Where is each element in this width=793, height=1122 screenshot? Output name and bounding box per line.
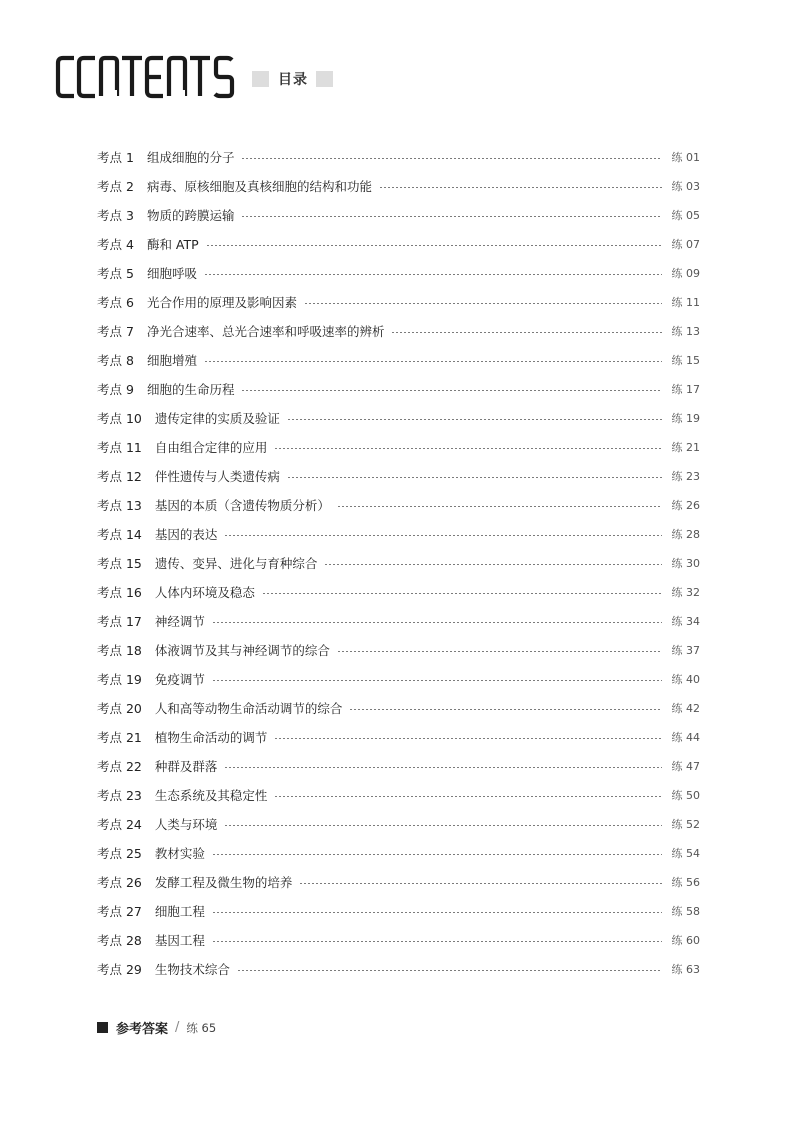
toc-item-page: 练 13 — [671, 324, 700, 338]
toc-item-page: 练 21 — [671, 440, 700, 454]
toc-item-page: 练 15 — [671, 353, 700, 367]
toc-item-page: 练 19 — [671, 411, 700, 425]
answer-separator: / — [175, 1020, 180, 1035]
toc-item-page: 练 58 — [671, 904, 700, 918]
toc-item-title: 细胞增殖 — [146, 352, 197, 368]
answer-entry[interactable] — [97, 1018, 216, 1037]
toc-item-page: 练 23 — [671, 469, 700, 483]
toc-item-label: 考点 26 — [97, 874, 142, 890]
toc-item[interactable] — [97, 548, 700, 577]
toc-item-title: 遗传、变异、进化与育种综合 — [154, 555, 318, 571]
toc-item-title: 酶和 ATP — [146, 236, 199, 252]
toc-item[interactable] — [97, 722, 700, 751]
toc-leader-dots — [287, 477, 662, 478]
toc-leader-dots — [379, 187, 662, 188]
toc-item-label: 考点 4 — [97, 236, 134, 252]
toc-item[interactable] — [97, 925, 700, 954]
toc-item-title: 自由组合定律的应用 — [154, 439, 268, 455]
toc-item-title: 净光合速率、总光合速率和呼吸速率的辨析 — [146, 323, 385, 339]
toc-item-label: 考点 22 — [97, 758, 142, 774]
toc-item-page: 练 11 — [671, 295, 700, 309]
toc-leader-dots — [287, 419, 662, 420]
toc-item-page: 练 56 — [671, 875, 700, 889]
toc-item-title: 种群及群落 — [154, 758, 218, 774]
toc-item-label: 考点 5 — [97, 265, 134, 281]
toc-item[interactable] — [97, 606, 700, 635]
toc-item[interactable] — [97, 258, 700, 287]
toc-leader-dots — [241, 390, 662, 391]
toc-leader-dots — [391, 332, 662, 333]
toc-item[interactable] — [97, 954, 700, 983]
toc-item-page: 练 28 — [671, 527, 700, 541]
toc-item[interactable] — [97, 693, 700, 722]
toc-leader-dots — [337, 651, 662, 652]
contents-header — [55, 52, 355, 102]
toc-item[interactable] — [97, 142, 700, 171]
toc-item-page: 练 60 — [671, 933, 700, 947]
toc-item-page: 练 03 — [671, 179, 700, 193]
toc-leader-dots — [212, 854, 662, 855]
toc-item-label: 考点 10 — [97, 410, 142, 426]
toc-item-title: 生物技术综合 — [154, 961, 230, 977]
toc-item-title: 教材实验 — [154, 845, 205, 861]
toc-item-page: 练 47 — [671, 759, 700, 773]
toc-item-label: 考点 24 — [97, 816, 142, 832]
toc-leader-dots — [274, 796, 662, 797]
toc-item[interactable] — [97, 432, 700, 461]
toc-item-label: 考点 9 — [97, 381, 134, 397]
toc-item-title: 植物生命活动的调节 — [154, 729, 268, 745]
toc-leader-dots — [206, 245, 662, 246]
toc-item-page: 练 50 — [671, 788, 700, 802]
toc-item-label: 考点 16 — [97, 584, 142, 600]
toc-item-label: 考点 27 — [97, 903, 142, 919]
toc-leader-dots — [212, 912, 662, 913]
toc-item-title: 体液调节及其与神经调节的综合 — [154, 642, 330, 658]
toc-item[interactable] — [97, 780, 700, 809]
toc-item-label: 考点 12 — [97, 468, 142, 484]
toc-item-label: 考点 3 — [97, 207, 134, 223]
toc-item-label: 考点 13 — [97, 497, 142, 513]
toc-item-page: 练 05 — [671, 208, 700, 222]
toc-leader-dots — [204, 274, 662, 275]
toc-item-page: 练 26 — [671, 498, 700, 512]
toc-leader-dots — [337, 506, 662, 507]
toc-item-title: 细胞呼吸 — [146, 265, 197, 281]
toc-item-page: 练 01 — [671, 150, 700, 164]
toc-item-page: 练 30 — [671, 556, 700, 570]
header-decor-block-right — [316, 71, 333, 87]
answer-page: 练 65 — [186, 1020, 217, 1035]
contents-logo — [55, 52, 255, 102]
toc-item-label: 考点 2 — [97, 178, 134, 194]
toc-item[interactable] — [97, 838, 700, 867]
toc-item[interactable] — [97, 287, 700, 316]
toc-item[interactable] — [97, 171, 700, 200]
toc-item-label: 考点 23 — [97, 787, 142, 803]
toc-item-label: 考点 18 — [97, 642, 142, 658]
toc-leader-dots — [224, 535, 662, 536]
toc-item[interactable] — [97, 867, 700, 896]
toc-item-label: 考点 17 — [97, 613, 142, 629]
toc-leader-dots — [204, 361, 662, 362]
toc-item-title: 人类与环境 — [154, 816, 218, 832]
toc-leader-dots — [262, 593, 662, 594]
toc-item-page: 练 09 — [671, 266, 700, 280]
toc-item[interactable] — [97, 229, 700, 258]
toc-item-title: 神经调节 — [154, 613, 205, 629]
toc-item-label: 考点 20 — [97, 700, 142, 716]
toc-item[interactable] — [97, 577, 700, 606]
toc-item[interactable] — [97, 200, 700, 229]
toc-item[interactable] — [97, 635, 700, 664]
toc-leader-dots — [304, 303, 662, 304]
toc-item-title: 人和高等动物生命活动调节的综合 — [154, 700, 343, 716]
toc-item-title: 基因工程 — [154, 932, 205, 948]
toc-item-label: 考点 6 — [97, 294, 134, 310]
toc-item-title: 基因的表达 — [154, 526, 218, 542]
toc-item-page: 练 37 — [671, 643, 700, 657]
toc-item-page: 练 44 — [671, 730, 700, 744]
toc-item[interactable] — [97, 345, 700, 374]
toc-leader-dots — [237, 970, 662, 971]
toc-item-page: 练 42 — [671, 701, 700, 715]
toc-item[interactable] — [97, 374, 700, 403]
toc-item-label: 考点 19 — [97, 671, 142, 687]
toc-item-title: 组成细胞的分子 — [146, 149, 235, 165]
toc-item-page: 练 32 — [671, 585, 700, 599]
contents-subtitle: 目录 — [278, 72, 308, 88]
toc-leader-dots — [212, 941, 662, 942]
toc-item-label: 考点 15 — [97, 555, 142, 571]
toc-item-label: 考点 29 — [97, 961, 142, 977]
toc-item-page: 练 07 — [671, 237, 700, 251]
toc-item-label: 考点 21 — [97, 729, 142, 745]
toc-item-title: 发酵工程及微生物的培养 — [154, 874, 293, 890]
toc-item-page: 练 34 — [671, 614, 700, 628]
toc-item-page: 练 40 — [671, 672, 700, 686]
toc-item-page: 练 63 — [671, 962, 700, 976]
toc-item[interactable] — [97, 809, 700, 838]
toc-item-label: 考点 28 — [97, 932, 142, 948]
toc-item[interactable] — [97, 316, 700, 345]
toc-item[interactable] — [97, 751, 700, 780]
toc-item-label: 考点 7 — [97, 323, 134, 339]
toc-item[interactable] — [97, 519, 700, 548]
toc-leader-dots — [274, 448, 662, 449]
toc-leader-dots — [349, 709, 662, 710]
toc-item-title: 伴性遗传与人类遗传病 — [154, 468, 280, 484]
toc-item-label: 考点 14 — [97, 526, 142, 542]
toc-leader-dots — [224, 825, 662, 826]
toc-item[interactable] — [97, 461, 700, 490]
toc-item[interactable] — [97, 490, 700, 519]
toc-item[interactable] — [97, 403, 700, 432]
toc-item-label: 考点 11 — [97, 439, 142, 455]
toc-leader-dots — [241, 158, 662, 159]
toc-item-title: 光合作用的原理及影响因素 — [146, 294, 297, 310]
toc-item[interactable] — [97, 896, 700, 925]
toc-item-title: 免疫调节 — [154, 671, 205, 687]
toc-leader-dots — [324, 564, 662, 565]
toc-leader-dots — [299, 883, 662, 884]
toc-item-title: 细胞的生命历程 — [146, 381, 235, 397]
toc-item-title: 细胞工程 — [154, 903, 205, 919]
toc-item-label: 考点 8 — [97, 352, 134, 368]
toc-item-page: 练 52 — [671, 817, 700, 831]
table-of-contents — [97, 142, 700, 983]
toc-item-title: 病毒、原核细胞及真核细胞的结构和功能 — [146, 178, 372, 194]
toc-item-label: 考点 1 — [97, 149, 134, 165]
toc-item-title: 人体内环境及稳态 — [154, 584, 255, 600]
square-bullet-icon — [97, 1022, 108, 1033]
toc-item-title: 生态系统及其稳定性 — [154, 787, 268, 803]
toc-item-page: 练 54 — [671, 846, 700, 860]
toc-item-title: 物质的跨膜运输 — [146, 207, 235, 223]
answer-title: 参考答案 — [116, 1022, 169, 1037]
toc-leader-dots — [274, 738, 662, 739]
toc-item-title: 基因的本质（含遗传物质分析） — [154, 497, 330, 513]
toc-leader-dots — [212, 622, 662, 623]
toc-item-title: 遗传定律的实质及验证 — [154, 410, 280, 426]
toc-item-page: 练 17 — [671, 382, 700, 396]
toc-leader-dots — [212, 680, 662, 681]
toc-leader-dots — [224, 767, 662, 768]
toc-leader-dots — [241, 216, 662, 217]
toc-item[interactable] — [97, 664, 700, 693]
header-decor-block-left — [252, 71, 269, 87]
toc-item-label: 考点 25 — [97, 845, 142, 861]
